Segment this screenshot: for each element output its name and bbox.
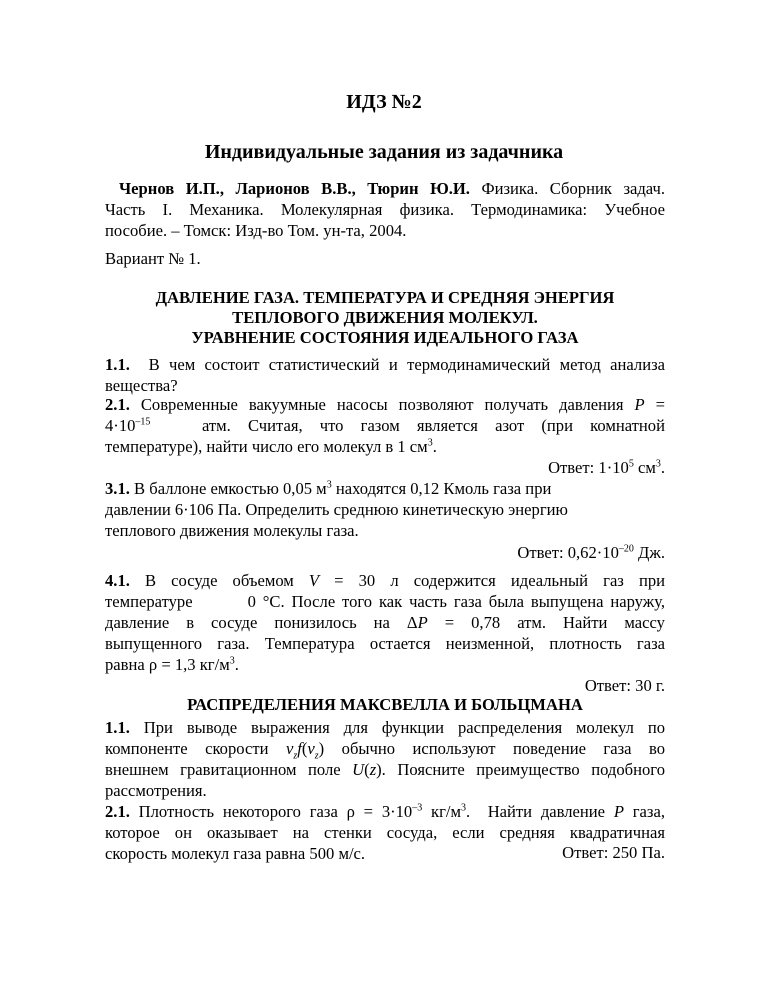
problem-text: . Найти давление: [466, 802, 614, 821]
exponent: 3: [427, 437, 433, 449]
problem-number: 2.1.: [105, 395, 130, 414]
variable-u: U: [352, 760, 365, 779]
subscript: z: [293, 750, 298, 762]
document-title: ИДЗ №2: [346, 91, 422, 113]
problem-2-1: [105, 394, 665, 457]
problem-number: 1.1.: [105, 718, 130, 737]
variable-p: P: [634, 395, 645, 414]
variable-p: P: [417, 613, 428, 632]
variable-z: z: [369, 760, 377, 779]
problem-2-1-line-2: [105, 415, 665, 436]
bibliography-line-3: пособие. – Томск: Изд-во Том. ун-та, 2004.: [105, 221, 407, 240]
problem-s2-1-1: [105, 717, 665, 801]
section1-heading-line-3: УРАВНЕНИЕ СОСТОЯНИЯ ИДЕАЛЬНОГО ГАЗА: [191, 328, 579, 347]
variable-p: P: [613, 802, 624, 821]
punctuation: .: [432, 437, 437, 456]
problem-text: внешнем гравитационном поле: [105, 760, 353, 779]
document-subtitle: Индивидуальные задания из задачника: [204, 141, 564, 163]
exponent: 3: [655, 458, 661, 470]
subscript: z: [314, 750, 319, 762]
problem-2-1-line-1: [105, 394, 665, 415]
section1-heading-line-2: ТЕПЛОВОГО ДВИЖЕНИЯ МОЛЕКУЛ.: [232, 308, 538, 327]
problem-text: компоненте скорости: [105, 739, 286, 758]
punctuation: (: [364, 760, 370, 779]
problem-number: 2.1.: [105, 802, 130, 821]
punctuation: .: [234, 655, 239, 674]
problem-text: = 30 л содержится идеальный газ при: [334, 571, 666, 590]
problem-3-1-line-2: давлении 6·106 Па. Определить среднюю кинетическую энергию: [105, 500, 568, 519]
problem-text: атм. Считая, что газом является азот (при комнатной: [201, 416, 665, 435]
problem-text: В сосуде объемом: [145, 571, 294, 590]
problem-text: В баллоне емкостью 0,05 м: [134, 479, 327, 498]
problem-number: 4.1.: [105, 571, 130, 590]
exponent: 3: [326, 479, 332, 491]
problem-text: ) обычно используют поведение газа во: [318, 739, 665, 758]
problem-s2-2-1-line-1: [105, 801, 665, 822]
problem-3-1-line-1: [105, 478, 665, 499]
exponent: –3: [412, 802, 423, 814]
answer-text: Ответ: 0,62·10: [517, 543, 619, 562]
variable-v: v: [307, 739, 315, 758]
problem-4-1-line-2: температуре 0 °С. После того как часть газа была выпущена наружу,: [105, 592, 665, 611]
problem-text: = 0,78 атм. Найти массу: [427, 613, 665, 632]
problem-3-1: [105, 478, 665, 541]
bibliography-authors: Чернов И.П., Ларионов В.В., Тюрин Ю.И.: [119, 179, 470, 198]
problem-text: давление в сосуде понизилось на Δ: [105, 613, 418, 632]
problem-4-1-line-4: выпущенного газа. Температура остается неизменной, плотность газа: [105, 634, 665, 653]
problem-number: 1.1.: [105, 355, 130, 374]
problem-4-1: [105, 570, 665, 675]
bibliography-line-1: [105, 178, 665, 199]
pressure-value: 4·10: [105, 416, 136, 435]
problem-text: При выводе выражения для функции распределения молекул по: [143, 718, 665, 737]
exponent: 5: [628, 458, 634, 470]
problem-s2-2-1-line-2: которое он оказывает на стенки сосуда, если средняя квадратичная: [105, 823, 665, 842]
punctuation: (: [301, 739, 308, 758]
punctuation: .: [660, 458, 665, 477]
problem-s2-1-1-line-4: рассмотрения.: [105, 781, 207, 800]
answer-unit: Дж.: [633, 543, 665, 562]
problem-1-1: [105, 354, 665, 396]
problem-text: Современные вакуумные насосы позволяют получать давления: [140, 395, 624, 414]
bibliography: [105, 178, 665, 241]
problem-2-1-line-3: [105, 436, 665, 457]
bibliography-book-title: Физика: [481, 179, 535, 198]
problem-1-1-line-1: [105, 354, 665, 375]
answer-3-1: [105, 542, 665, 563]
section2-heading: РАСПРЕДЕЛЕНИЯ МАКСВЕЛЛА И БОЛЬЦМАНА: [187, 695, 583, 714]
problem-text: кг/м: [422, 802, 461, 821]
variable-v: v: [285, 739, 294, 758]
exponent: –15: [135, 416, 151, 428]
problem-4-1-line-5: [105, 654, 665, 675]
problem-text: В чем состоит статистический и термодинамический метод анализа: [148, 355, 666, 374]
problem-text: находятся 0,12 Кмоль газа при: [331, 479, 552, 498]
section1-heading: [105, 288, 665, 348]
problem-3-1-line-3: теплового движения молекулы газа.: [105, 521, 359, 540]
problem-4-1-line-3: [105, 612, 665, 633]
problem-s2-2-1-line-3: скорость молекул газа равна 500 м/с.: [105, 844, 366, 863]
equals-sign: =: [655, 395, 665, 414]
answer-text: Ответ: 1·10: [548, 458, 629, 477]
problem-4-1-line-1: [105, 570, 665, 591]
section1-heading-line-1: ДАВЛЕНИЕ ГАЗА. ТЕМПЕРАТУРА И СРЕДНЯЯ ЭНЕРГИЯ: [155, 288, 615, 307]
problem-text: ). Поясните преимущество подобного: [376, 760, 665, 779]
problem-text: температуре), найти число его молекул в 1 см: [105, 437, 428, 456]
answer-s2-2-1: Ответ: 250 Па.: [562, 843, 665, 862]
problem-text: газа,: [623, 802, 665, 821]
problem-s2-1-1-line-2: [105, 738, 665, 762]
problem-s2-1-1-line-1: [105, 717, 665, 738]
bibliography-line-2: Часть I. Механика. Молекулярная физика. Термодинамика: Учебное: [105, 200, 665, 219]
bibliography-rest-1: . Сборник задач.: [534, 179, 665, 198]
answer-unit: см: [633, 458, 656, 477]
exponent: –20: [618, 543, 634, 555]
variant-label: Вариант № 1.: [105, 249, 201, 268]
problem-s2-1-1-line-3: [105, 759, 665, 780]
exponent: 3: [229, 655, 235, 667]
answer-4-1: Ответ: 30 г.: [584, 676, 665, 695]
problem-text: Плотность некоторого газа ρ = 3·10: [138, 802, 413, 821]
variable-f: f: [297, 739, 302, 758]
problem-text: равна ρ = 1,3 кг/м: [105, 655, 230, 674]
exponent: 3: [461, 802, 466, 814]
problem-1-1-line-2: вещества?: [105, 376, 178, 395]
problem-number: 3.1.: [105, 479, 130, 498]
answer-2-1: [105, 457, 665, 478]
variable-v: V: [308, 571, 320, 590]
